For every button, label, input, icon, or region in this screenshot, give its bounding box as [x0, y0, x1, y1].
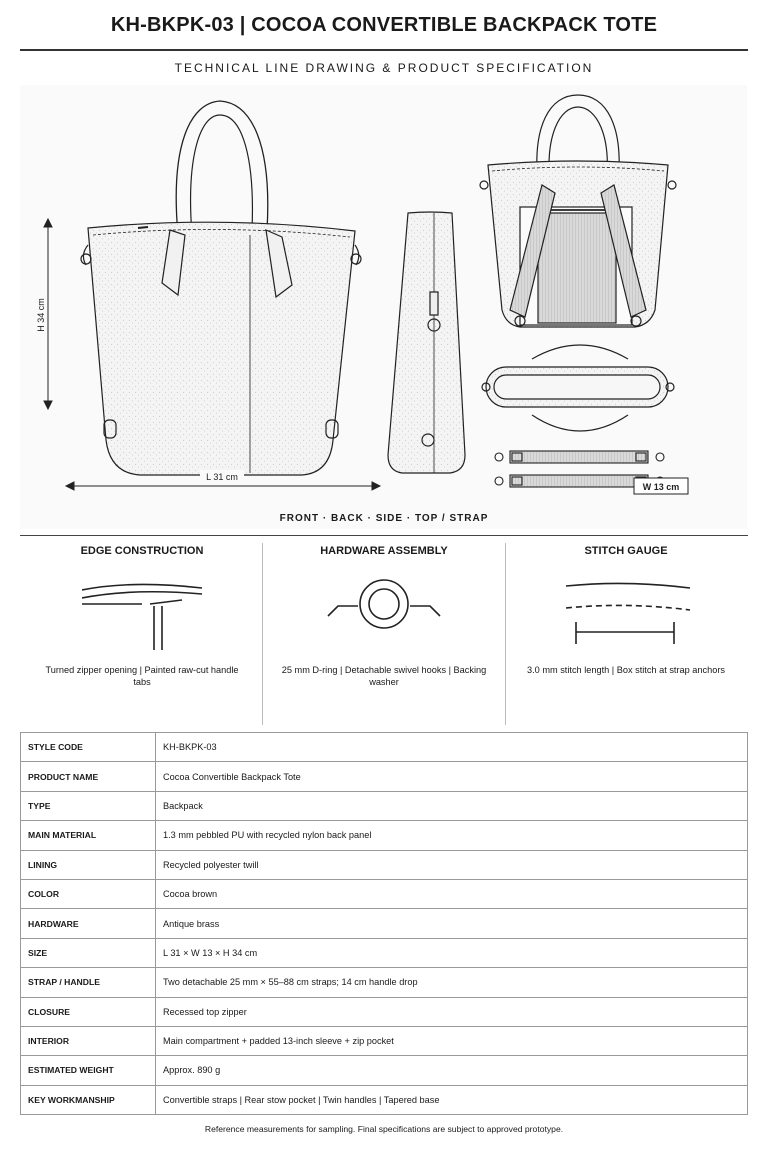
spec-value: Antique brass	[156, 909, 748, 938]
spec-row	[21, 1056, 748, 1085]
stitch-gauge-icon	[566, 570, 696, 650]
spec-value: Cocoa Convertible Backpack Tote	[156, 762, 748, 791]
top-view	[482, 345, 674, 431]
detail-description: 3.0 mm stitch length | Box stitch at strap anchors	[527, 665, 725, 675]
spec-value: 1.3 mm pebbled PU with recycled nylon back panel	[156, 821, 748, 850]
spec-label: ESTIMATED WEIGHT	[21, 1056, 156, 1085]
spec-label: MAIN MATERIAL	[21, 821, 156, 850]
spec-label: SIZE	[21, 938, 156, 967]
detail-title: HARDWARE ASSEMBLY	[320, 545, 448, 557]
spec-row	[21, 909, 748, 938]
back-view	[480, 95, 676, 327]
spec-value: Recycled polyester twill	[156, 850, 748, 879]
spec-label: PRODUCT NAME	[21, 762, 156, 791]
spec-row	[21, 821, 748, 850]
spec-value: KH-BKPK-03	[156, 733, 748, 762]
spec-row	[21, 733, 748, 762]
detail-title: STITCH GAUGE	[584, 545, 668, 557]
spec-label: LINING	[21, 850, 156, 879]
spec-value: Backpack	[156, 791, 748, 820]
title-divider	[20, 49, 748, 51]
panel-divider	[262, 543, 263, 725]
detail-description: Turned zipper opening | Painted raw-cut handle tabs	[45, 665, 239, 687]
spec-label: TYPE	[21, 791, 156, 820]
detail-edge-construction	[22, 540, 262, 725]
drawing-caption: FRONT · BACK · SIDE · TOP / STRAP	[279, 513, 489, 524]
spec-table	[20, 732, 748, 1115]
length-label: L 31 cm	[206, 472, 238, 482]
technical-drawing	[20, 85, 747, 529]
line-drawing-svg	[20, 85, 747, 529]
spec-label: INTERIOR	[21, 1026, 156, 1055]
width-label: W 13 cm	[642, 482, 680, 492]
detail-stitch-gauge	[506, 540, 746, 725]
footnote: Reference measurements for sampling. Final specifications are subject to approved prototype.	[204, 1124, 564, 1134]
spec-row	[21, 1026, 748, 1055]
spec-label: STRAP / HANDLE	[21, 968, 156, 997]
front-view	[81, 101, 361, 475]
spec-label: KEY WORKMANSHIP	[21, 1085, 156, 1114]
spec-row	[21, 968, 748, 997]
spec-row	[21, 938, 748, 967]
spec-label: HARDWARE	[21, 909, 156, 938]
page-subtitle: TECHNICAL LINE DRAWING & PRODUCT SPECIFICATION	[174, 61, 594, 75]
d-ring-icon	[324, 570, 444, 650]
spec-value: Approx. 890 g	[156, 1056, 748, 1085]
spec-row	[21, 791, 748, 820]
detail-hardware-assembly	[264, 540, 504, 725]
edge-construction-icon	[82, 570, 202, 650]
spec-value: Cocoa brown	[156, 879, 748, 908]
spec-value: Main compartment + padded 13-inch sleeve + zip pocket	[156, 1026, 748, 1055]
spec-label: COLOR	[21, 879, 156, 908]
spec-row	[21, 762, 748, 791]
height-label: H 34 cm	[36, 298, 46, 332]
spec-value: Convertible straps | Rear stow pocket | Twin handles | Tapered base	[156, 1085, 748, 1114]
section-divider	[20, 535, 748, 536]
spec-label: CLOSURE	[21, 997, 156, 1026]
spec-label: STYLE CODE	[21, 733, 156, 762]
length-dimension	[66, 482, 380, 490]
detail-description: 25 mm D-ring | Detachable swivel hooks | Backing washer	[281, 665, 487, 687]
spec-value: Two detachable 25 mm × 55–88 cm straps; 14 cm handle drop	[156, 968, 748, 997]
spec-row	[21, 850, 748, 879]
spec-value: Recessed top zipper	[156, 997, 748, 1026]
page-title: KH-BKPK-03 | COCOA CONVERTIBLE BACKPACK TOTE	[110, 14, 658, 36]
spec-value: L 31 × W 13 × H 34 cm	[156, 938, 748, 967]
detail-title: EDGE CONSTRUCTION	[80, 545, 204, 557]
spec-row	[21, 1085, 748, 1114]
spec-row	[21, 997, 748, 1026]
spec-row	[21, 879, 748, 908]
side-view	[388, 212, 465, 473]
